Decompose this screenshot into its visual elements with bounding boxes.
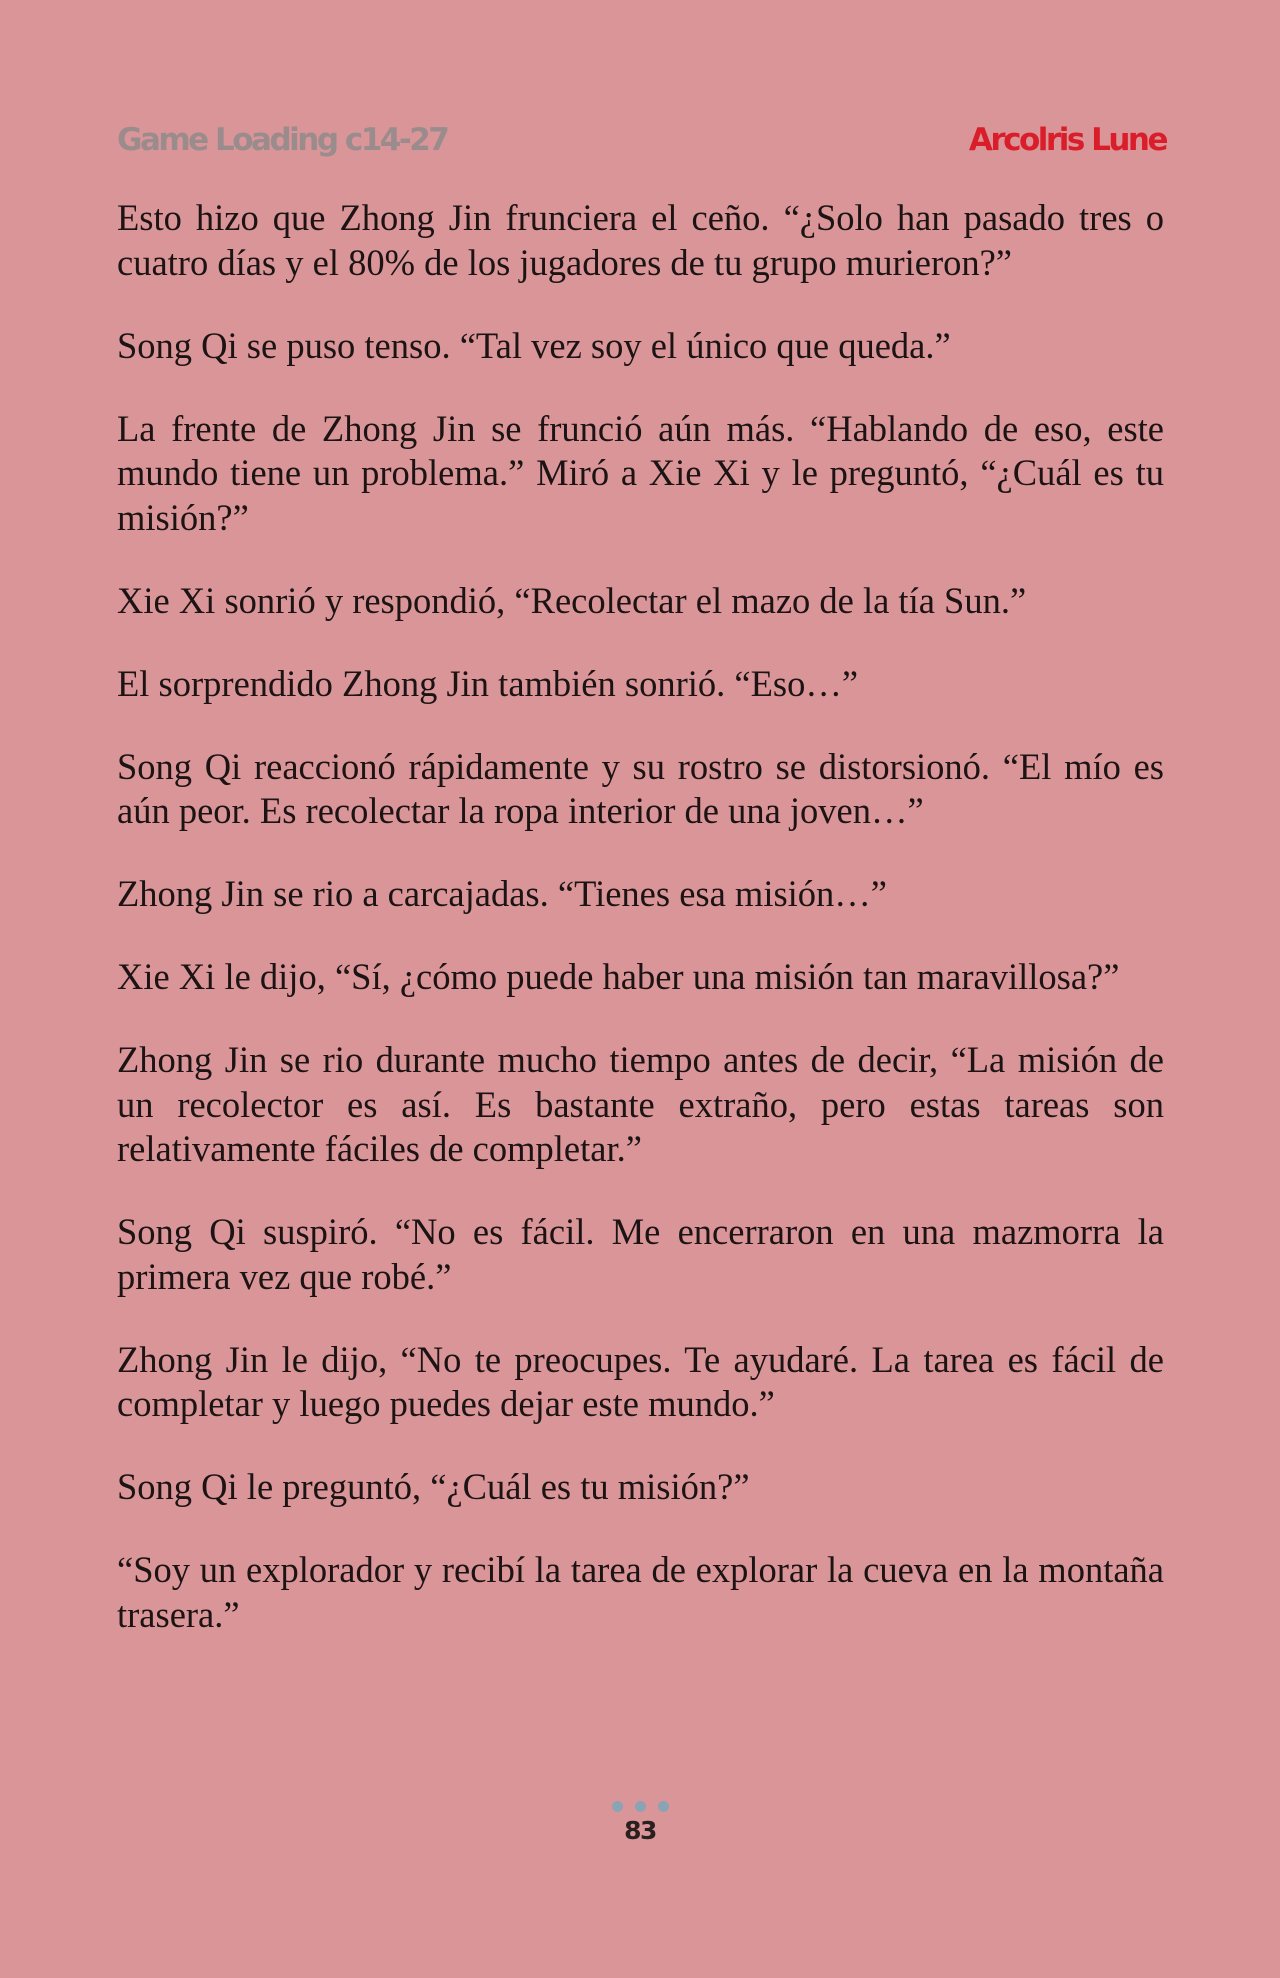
paragraph: Song Qi suspiró. “No es fácil. Me encerraron en una mazmorra la primera vez que robé.” — [117, 1211, 1164, 1297]
running-header — [117, 118, 1166, 162]
dots-ornament-icon — [0, 1800, 1280, 1812]
page-footer — [0, 1800, 1280, 1845]
paragraph: “Soy un explorador y recibí la tarea de explorar la cueva en la montaña trasera.” — [117, 1549, 1164, 1635]
paragraph: La frente de Zhong Jin se frunció aún más. “Hablando de eso, este mundo tiene un problema.” Miró a Xie Xi y le preguntó, “¿Cuál es tu misión?” — [117, 407, 1164, 538]
dot-icon — [635, 1801, 646, 1812]
paragraph: Song Qi reaccionó rápidamente y su rostro se distorsionó. “El mío es aún peor. Es recolectar la ropa interior de una joven…” — [117, 745, 1164, 831]
paragraph: Xie Xi le dijo, “Sí, ¿cómo puede haber una misión tan maravillosa?” — [117, 956, 1120, 997]
translator-header: Arcolris Lune — [968, 122, 1166, 158]
dot-icon — [658, 1801, 669, 1812]
paragraph: Esto hizo que Zhong Jin frunciera el ceño. “¿Solo han pasado tres o cuatro días y el 80% de los jugadores de tu grupo murieron?” — [117, 197, 1164, 283]
book-title-header: Game Loading c14-27 — [117, 122, 448, 158]
paragraph: Xie Xi sonrió y respondió, “Recolectar el mazo de la tía Sun.” — [117, 579, 1027, 621]
paragraph: Zhong Jin se rio a carcajadas. “Tienes esa misión…” — [117, 873, 888, 914]
paragraph: Zhong Jin se rio durante mucho tiempo antes de decir, “La misión de un recolector es así. Es bastante extraño, pero estas tareas son relativamente fáciles de completar.” — [117, 1039, 1164, 1169]
dot-icon — [612, 1801, 623, 1812]
page-body — [117, 196, 1164, 1676]
paragraph: Song Qi le preguntó, “¿Cuál es tu misión?” — [117, 1466, 750, 1507]
paragraph: Zhong Jin le dijo, “No te preocupes. Te ayudaré. La tarea es fácil de completar y luego puedes dejar este mundo.” — [117, 1338, 1164, 1424]
page-number: 83 — [624, 1816, 656, 1845]
paragraph: El sorprendido Zhong Jin también sonrió. “Eso…” — [117, 662, 859, 704]
paragraph: Song Qi se puso tenso. “Tal vez soy el único que queda.” — [117, 324, 951, 366]
